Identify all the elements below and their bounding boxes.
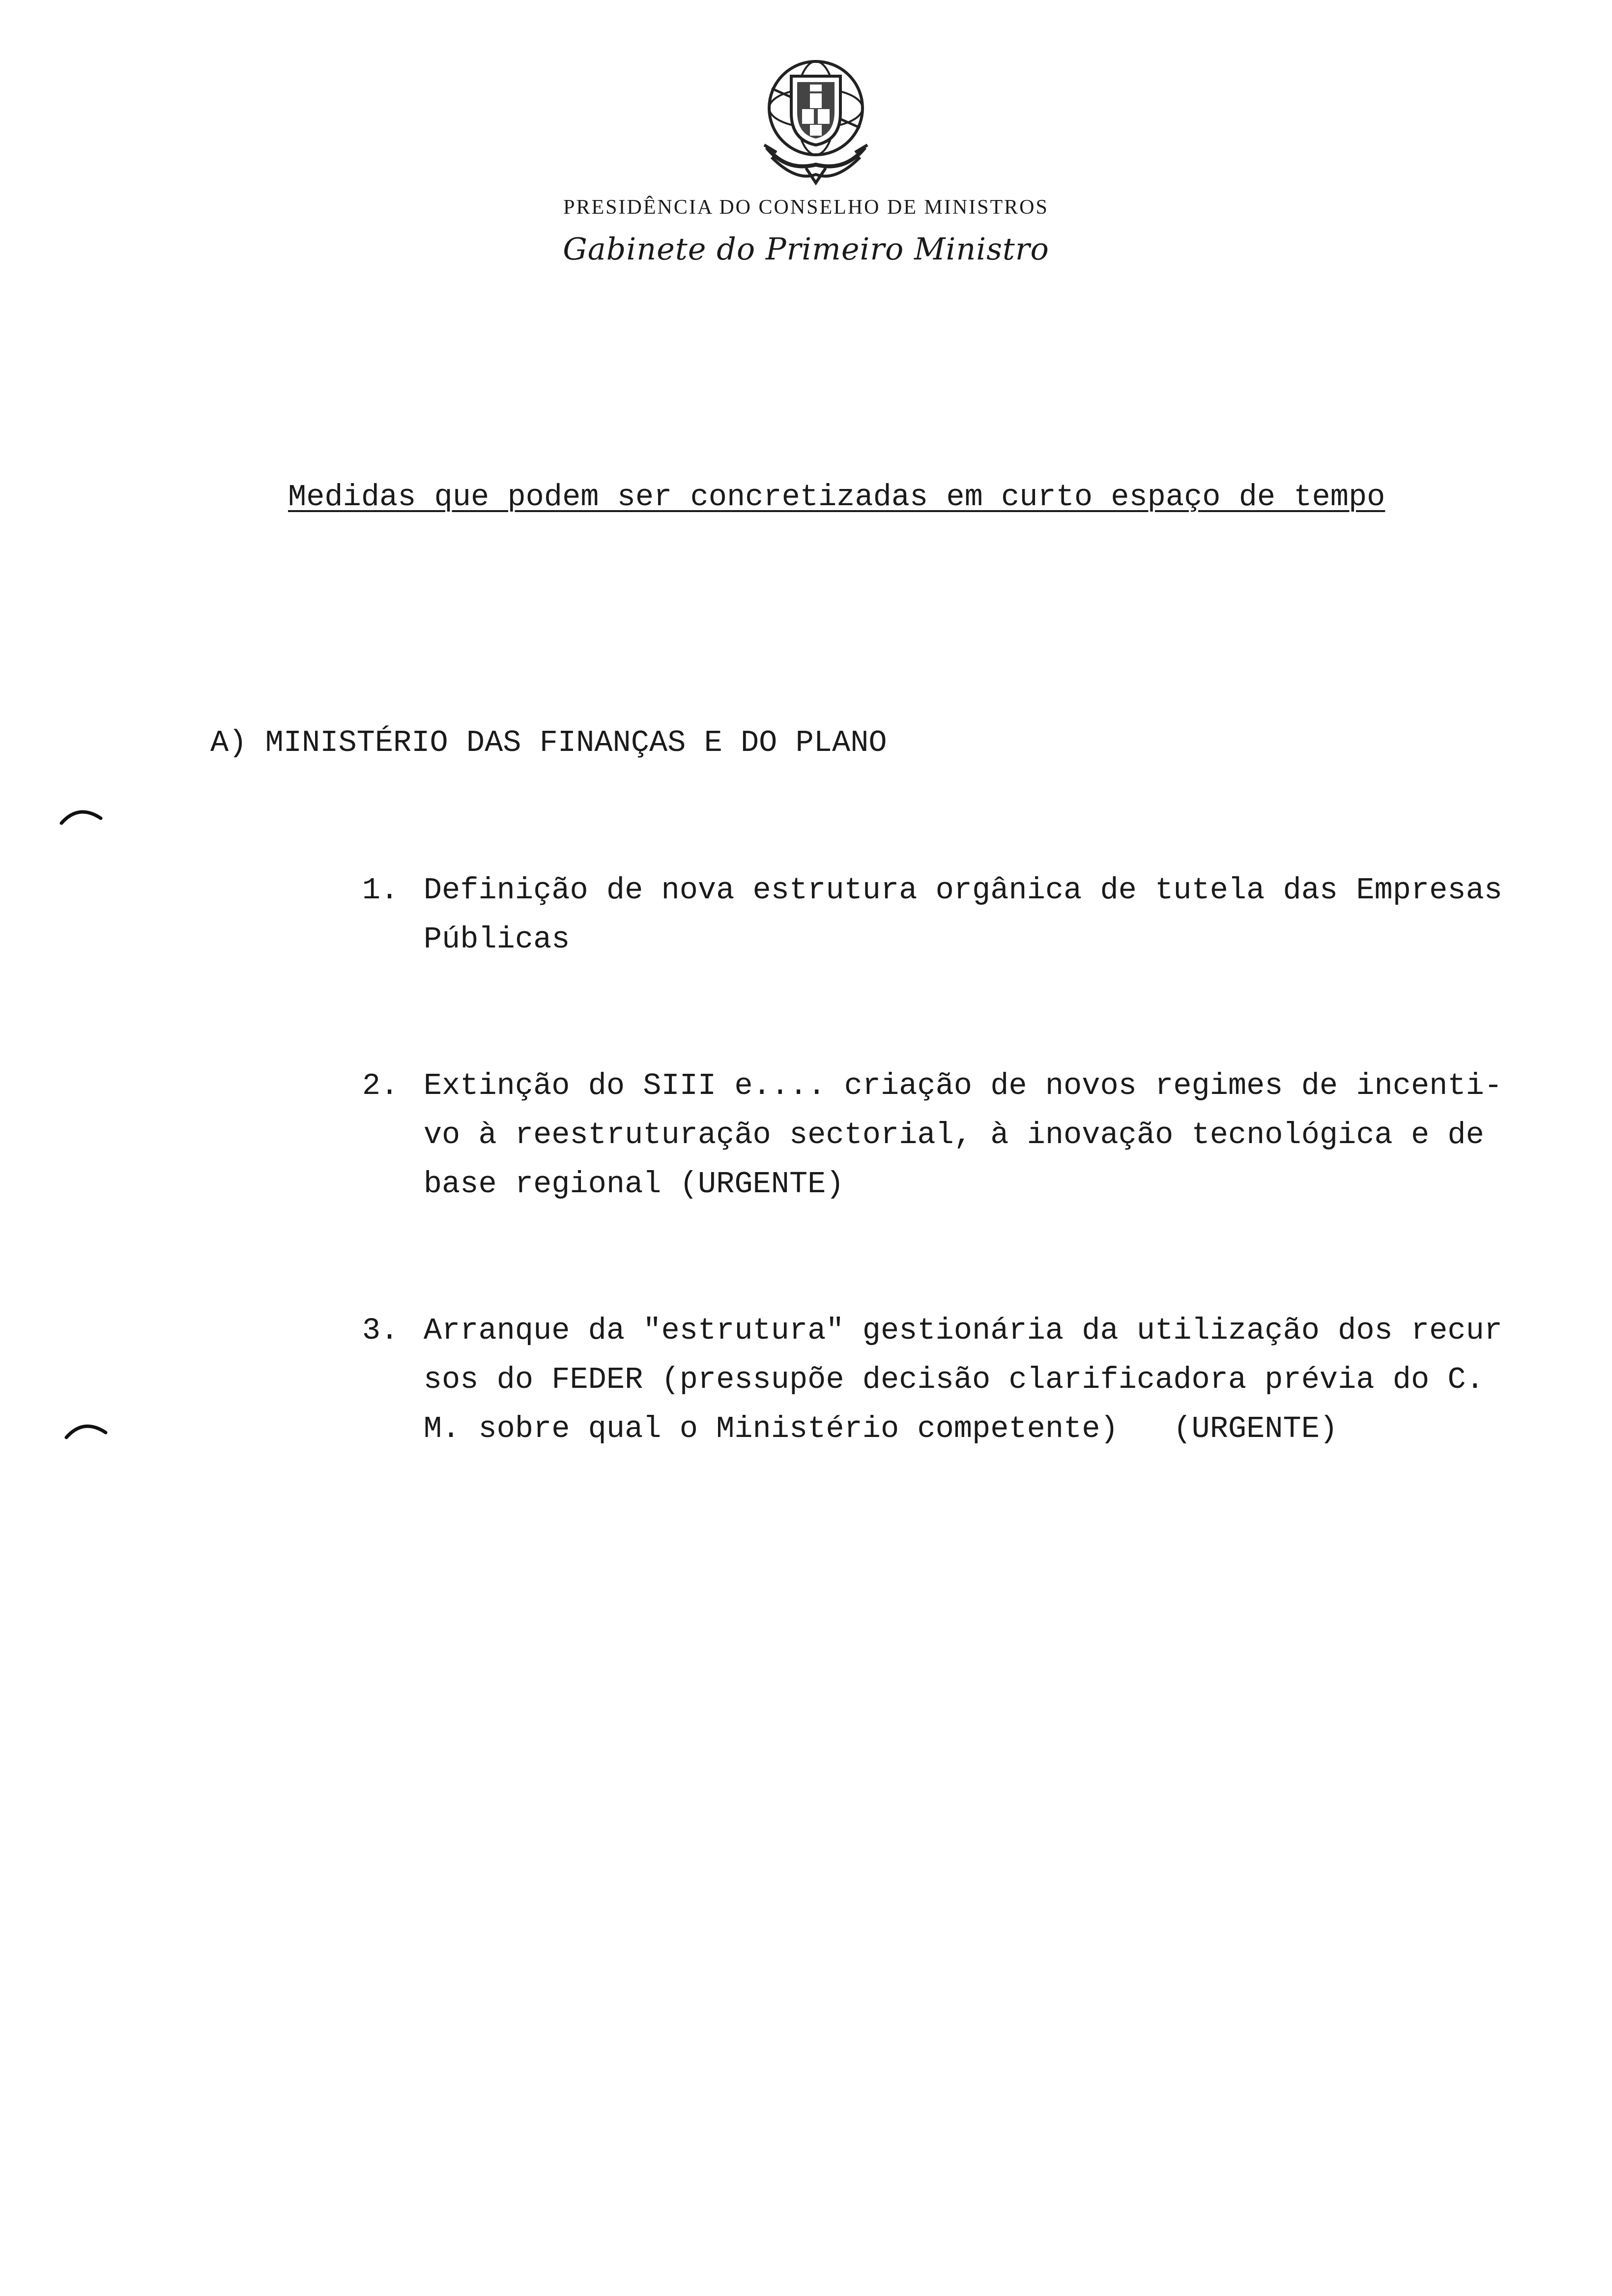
item-text [424,1062,1502,1209]
item-line: vo à reestruturação sectorial, à inovação tecnológica e de [423,1118,1484,1152]
list-item [289,817,1502,1013]
coat-of-arms-icon [757,54,875,187]
document-title: Medidas que podem ser concretizadas em curto espaço de tempo [288,480,1385,515]
item-text [424,1306,1502,1454]
item-line: Arranque da "estrutura" gestionária da utilização dos recur [423,1313,1502,1348]
punch-hole-mark-icon [64,1420,108,1440]
list-item [289,1012,1502,1258]
item-line: Extinção do SIII e.... criação de novos regimes de incenti- [423,1068,1502,1103]
list-item [289,1257,1502,1503]
item-line: Públicas [423,922,570,957]
item-line: base regional (URGENTE) [423,1167,844,1202]
item-number: 3. [362,1313,399,1348]
section-heading: A) MINISTÉRIO DAS FINANÇAS E DO PLANO [210,725,887,760]
punch-hole-mark-icon [59,806,103,826]
item-line: sos do FEDER (pressupõe decisão clarificadora prévia do C. [423,1362,1484,1397]
item-text [424,866,1502,964]
item-line: M. sobre qual o Ministério competente) (URGENTE) [423,1411,1338,1446]
item-number: 2. [362,1068,399,1103]
item-number: 1. [362,873,399,908]
organization-name: PRESIDÊNCIA DO CONSELHO DE MINISTROS [563,196,1049,219]
item-line: Definição de nova estrutura orgânica de tutela das Empresas [423,873,1502,908]
office-name: Gabinete do Primeiro Ministro [563,231,1049,267]
